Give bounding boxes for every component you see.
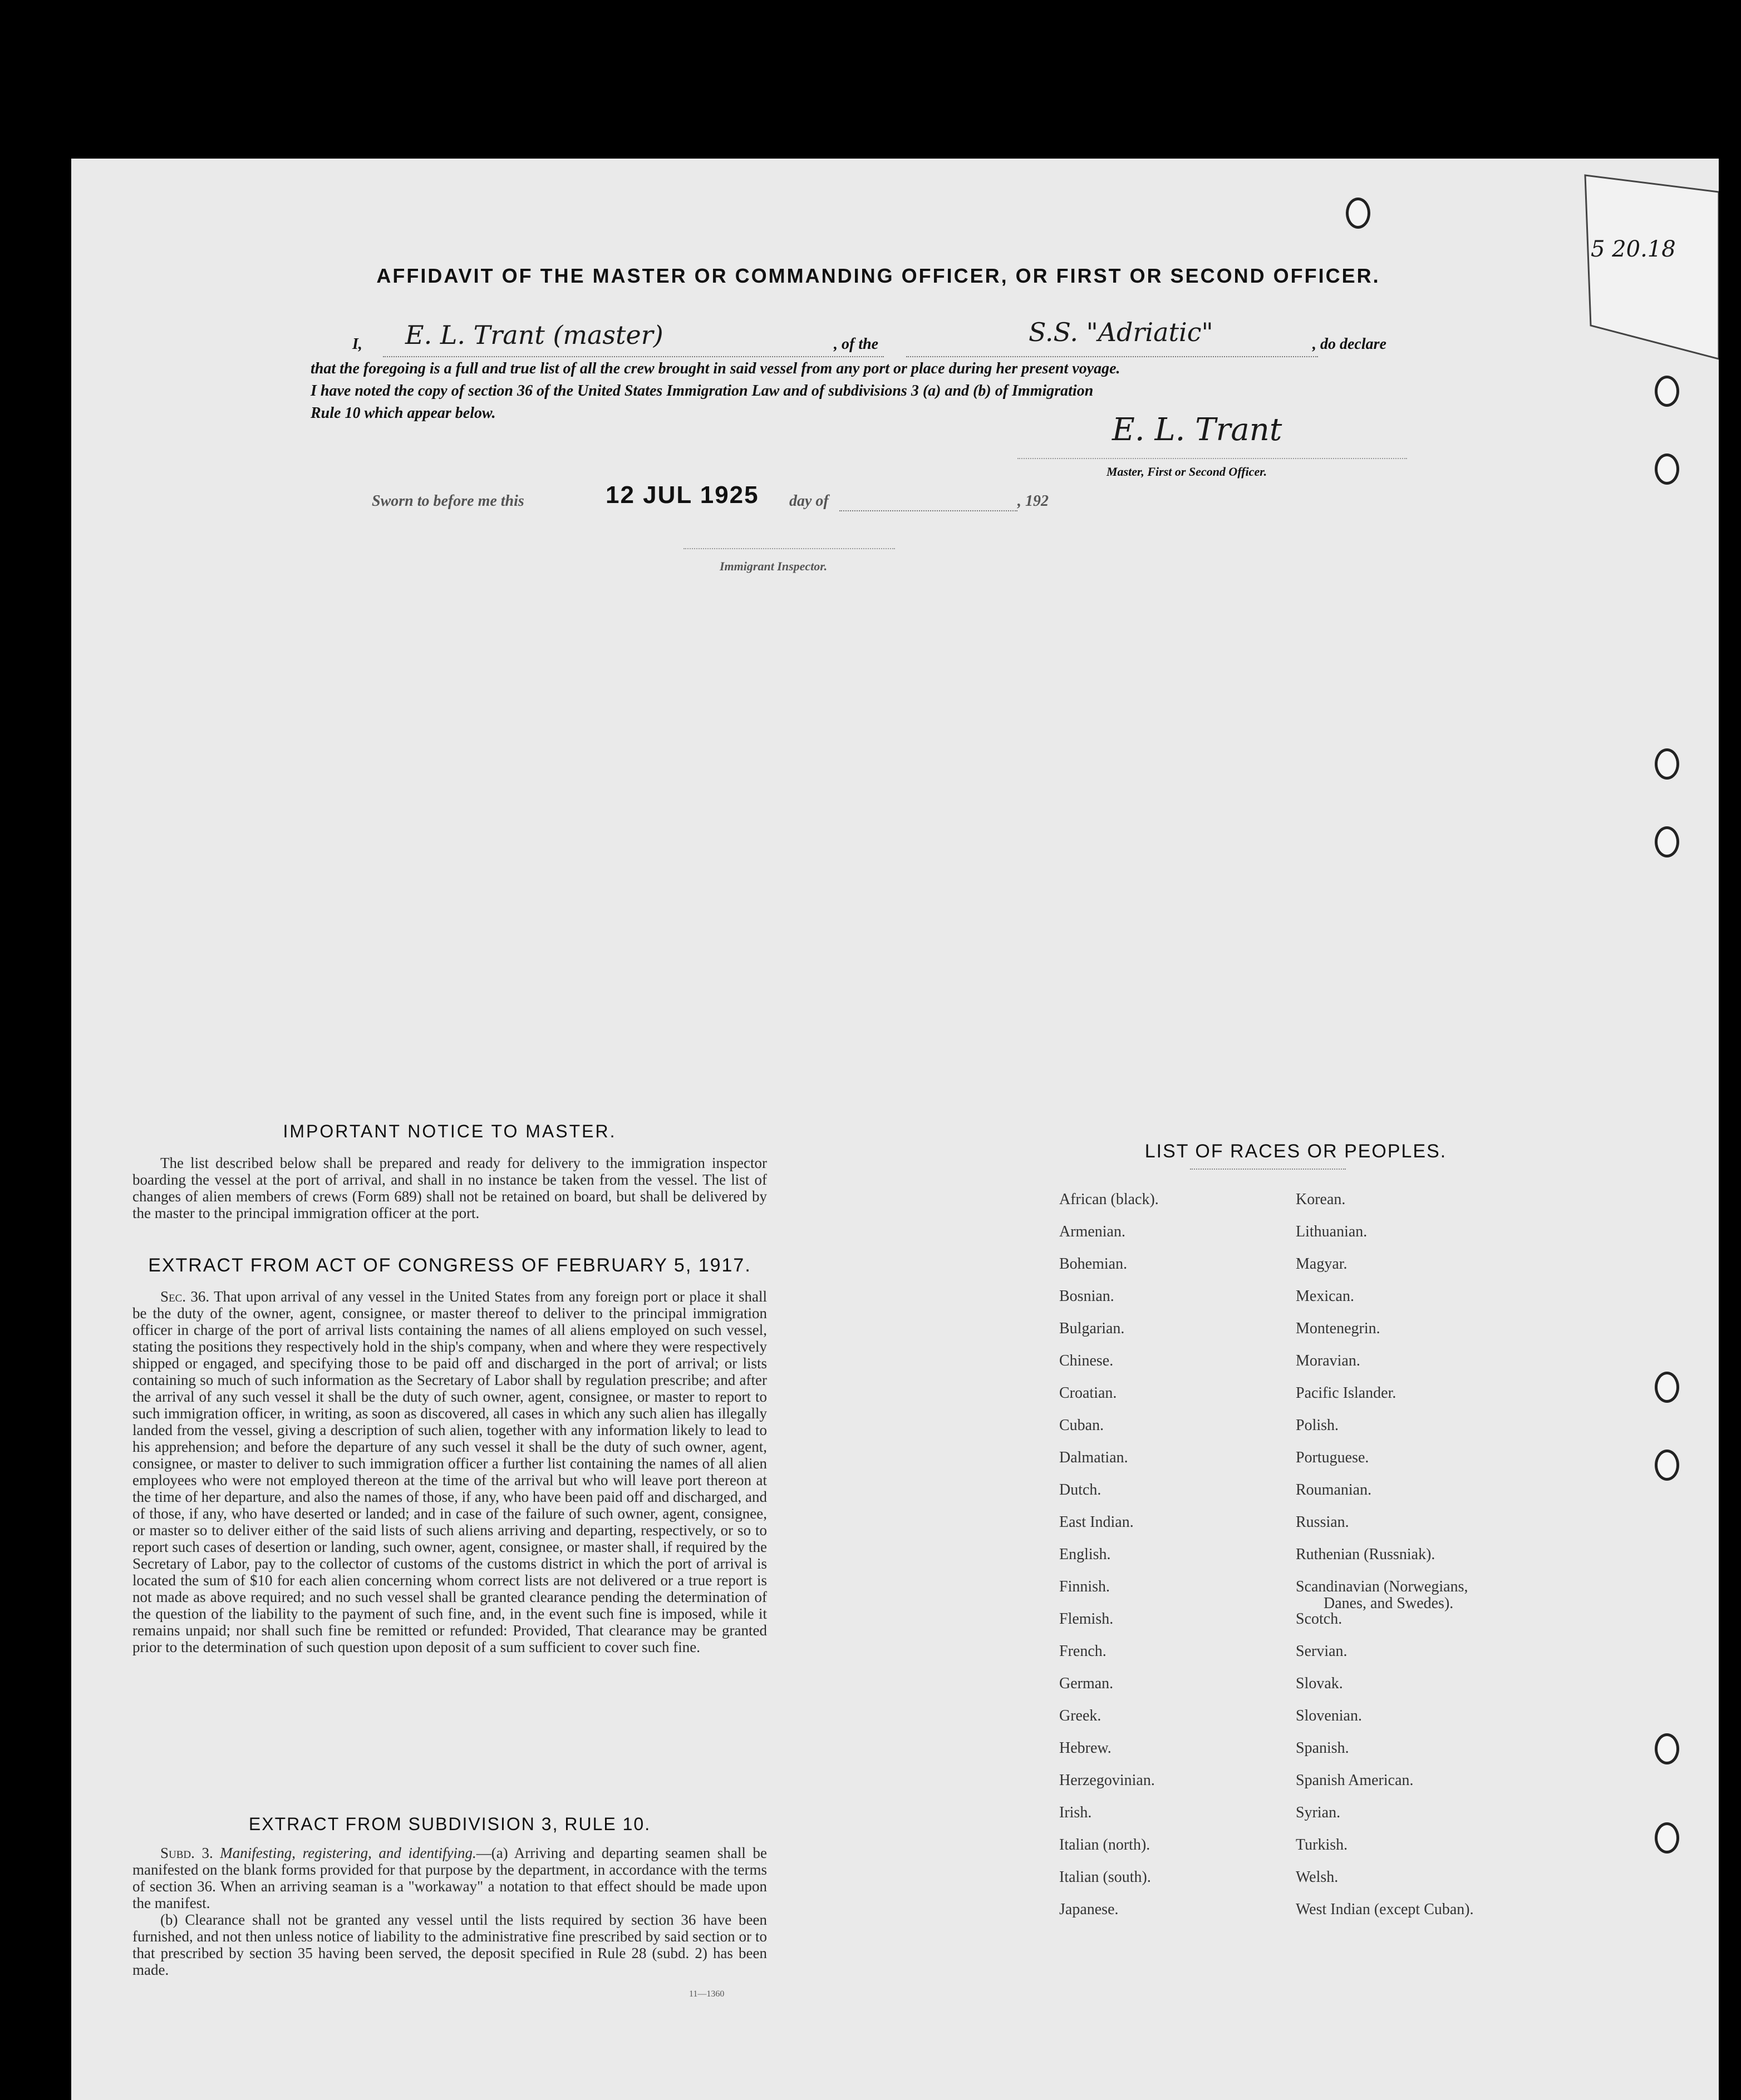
of-the-label: , of the	[834, 336, 879, 353]
date-stamp: 12 JUL 1925	[606, 481, 759, 509]
rule-text	[132, 1845, 767, 1978]
race-item: Magyar.	[1296, 1255, 1347, 1273]
race-item: Flemish.	[1059, 1610, 1114, 1628]
race-item: Ruthenian (Russniak).	[1296, 1546, 1435, 1563]
race-item: Dalmatian.	[1059, 1449, 1128, 1466]
race-item: Mexican.	[1296, 1288, 1354, 1305]
punch-hole	[1655, 1822, 1679, 1853]
punch-hole	[1655, 1733, 1679, 1764]
affidavit-line-2: that the foregoing is a full and true list of all the crew brought in said vessel from any port or place during her present voyage.	[311, 360, 1120, 377]
race-item: Hebrew.	[1059, 1739, 1112, 1757]
race-item: Herzegovinian.	[1059, 1772, 1155, 1789]
race-item: Syrian.	[1296, 1804, 1341, 1821]
punch-hole	[1655, 376, 1679, 407]
races-title: LIST OF RACES OR PEOPLES.	[1144, 1141, 1447, 1162]
master-name-line	[383, 356, 884, 357]
race-item: African (black).	[1059, 1191, 1159, 1208]
punch-hole	[1655, 748, 1679, 780]
race-item: Scotch.	[1296, 1610, 1342, 1628]
master-name: E. L. Trant (master)	[405, 320, 663, 350]
race-item: Armenian.	[1059, 1223, 1125, 1240]
race-item: Bulgarian.	[1059, 1320, 1125, 1337]
affidavit-line-3: I have noted the copy of section 36 of the United States Immigration Law and of subdivisions 3 (a) and (b) of Immigration	[311, 382, 1094, 400]
punch-hole	[1655, 1450, 1679, 1481]
year-label: , 192	[1017, 492, 1049, 510]
race-item: Japanese.	[1059, 1901, 1119, 1918]
race-item: Spanish.	[1296, 1739, 1349, 1757]
race-item: Dutch.	[1059, 1481, 1101, 1498]
race-item: Welsh.	[1296, 1869, 1339, 1886]
race-item: Chinese.	[1059, 1352, 1114, 1369]
signature-line	[1017, 458, 1407, 459]
act-title: EXTRACT FROM ACT OF CONGRESS OF FEBRUARY 5, 1917.	[148, 1255, 751, 1276]
punch-hole	[1655, 453, 1679, 485]
race-item: Italian (south).	[1059, 1869, 1151, 1886]
race-item: Danes, and Swedes).	[1324, 1595, 1454, 1612]
affidavit-title: AFFIDAVIT OF THE MASTER OR COMMANDING OFFICER, OR FIRST OR SECOND OFFICER.	[376, 264, 1380, 287]
form-number: 11—1360	[689, 1989, 725, 1999]
corner-note: 5 20.18	[1591, 236, 1676, 262]
folded-corner	[1513, 159, 1719, 370]
notice-title: IMPORTANT NOTICE TO MASTER.	[283, 1121, 617, 1141]
race-item: Roumanian.	[1296, 1481, 1372, 1498]
month-line	[839, 510, 1017, 511]
paragraph-a: —(a) Arriving and departing seamen shall be manifested on the blank forms provided for that purpose by the department, in accordance with the terms of section 36. When an arriving seaman is a "workaway" a notation to that effect should be made upon the manifest.	[132, 1845, 767, 1911]
document-page	[71, 159, 1719, 2100]
day-of-label: day of	[789, 492, 829, 510]
sworn-label: Sworn to before me this	[372, 492, 524, 510]
punch-hole	[1346, 198, 1370, 229]
paragraph-b: (b) Clearance shall not be granted any vessel until the lists required by section 36 have been furnished, and not then unless notice of liability to the administrative fine prescribed by said section or to that prescribed by section 35 having been served, the deposit specified in Rule 28 (subd. 2) has been made.	[132, 1911, 767, 1978]
race-item: Bosnian.	[1059, 1288, 1114, 1305]
race-item: Irish.	[1059, 1804, 1092, 1821]
punch-hole	[1655, 826, 1679, 857]
race-item: Bohemian.	[1059, 1255, 1128, 1273]
race-item: Finnish.	[1059, 1578, 1110, 1595]
subdivision-label: Subd. 3.	[160, 1845, 213, 1861]
notice-text: The list described below shall be prepared and ready for delivery to the immigration inspector boarding the vessel at the port of arrival, and shall in no instance be taken from the vessel. The list of changes of alien members of crews (Form 689) shall not be retained on board, but shall be delivered by the master to the principal immigration officer at the port.	[132, 1155, 767, 1221]
race-item: East Indian.	[1059, 1514, 1134, 1531]
vessel-name: S.S. "Adriatic"	[1029, 317, 1213, 347]
race-item: Croatian.	[1059, 1384, 1117, 1402]
race-item: Polish.	[1296, 1417, 1339, 1434]
race-item: French.	[1059, 1643, 1106, 1660]
race-item: Korean.	[1296, 1191, 1346, 1208]
race-item: Servian.	[1296, 1643, 1347, 1660]
declarant-label: I,	[352, 336, 362, 353]
race-item: Slovenian.	[1296, 1707, 1362, 1724]
race-item: West Indian (except Cuban).	[1296, 1901, 1474, 1918]
race-item: German.	[1059, 1675, 1114, 1692]
race-item: Montenegrin.	[1296, 1320, 1380, 1337]
race-item: Turkish.	[1296, 1836, 1348, 1853]
races-right-column	[1296, 1191, 1630, 1970]
race-item: Portuguese.	[1296, 1449, 1369, 1466]
race-item: Greek.	[1059, 1707, 1101, 1724]
inspector-signature-line	[683, 548, 895, 549]
race-item: Moravian.	[1296, 1352, 1360, 1369]
race-item: Scandinavian (Norwegians,	[1296, 1578, 1468, 1595]
race-item: Russian.	[1296, 1514, 1349, 1531]
punch-hole	[1655, 1372, 1679, 1403]
affidavit-line-4: Rule 10 which appear below.	[311, 405, 496, 422]
master-signature: E. L. Trant	[1112, 412, 1282, 448]
act-text	[132, 1288, 767, 1655]
race-item: English.	[1059, 1546, 1111, 1563]
rule-title: EXTRACT FROM SUBDIVISION 3, RULE 10.	[248, 1814, 651, 1834]
section-36-text: That upon arrival of any vessel in the United States from any foreign port or place it shall be the duty of the owner, agent, consignee, or master thereof to deliver to the principal immigration officer in charge of the port of arrival lists containing the names of all aliens employed on such vessel, stating the positions they respectively hold in the ship's company, when and where they were respectively shipped or engaged, and specifying those to be paid off and discharged in the port of arrival; or lists containing so much of such information as the Secretary of Labor shall by regulation prescribe; and after the arrival of any such vessel it shall be the duty of such owner, agent, consignee, or master to report to such immigration officer, in writing, as soon as discovered, all cases in which any such alien has illegally landed from the vessel, giving a description of such alien, together with any information likely to lead to his apprehension; and before the departure of any such vessel it shall be the duty of such owner, agent, consignee, or master to deliver to such immigration officer a further list containing the names of all alien employees who were not employed thereon at the time of the arrival but who will leave port thereon at the time of her departure, and also the names of those, if any, who have been paid off and discharged, and of those, if any, who have deserted or landed; and in case of the failure of such owner, agent, consignee, or master so to deliver either of the said lists of such aliens arriving and departing, respectively, or so to report such cases of desertion or landing, such owner, agent, consignee, or master shall, if required by the Secretary of Labor, pay to the collector of customs of the customs district in which the port of arrival is located the sum of $10 for each alien concerning whom correct lists are not delivered or a true report is not made as above required; and no such vessel shall be granted clearance pending the determination of the question of the liability to the payment of such fine, and, in the event such fine is imposed, while it remains unpaid; nor shall such fine be remitted or refunded: Provided, That clearance may be granted prior to the determination of such question upon deposit of a sum sufficient to cover such fine.	[132, 1288, 768, 1655]
section-label: Sec. 36.	[160, 1288, 210, 1305]
do-declare-label: , do declare	[1312, 336, 1386, 353]
races-title-rule	[1190, 1169, 1346, 1170]
race-item: Lithuanian.	[1296, 1223, 1368, 1240]
signature-caption: Master, First or Second Officer.	[1106, 465, 1267, 479]
race-item: Slovak.	[1296, 1675, 1343, 1692]
vessel-name-line	[906, 356, 1318, 357]
race-item: Cuban.	[1059, 1417, 1104, 1434]
race-item: Pacific Islander.	[1296, 1384, 1396, 1402]
race-item: Spanish American.	[1296, 1772, 1414, 1789]
race-item: Italian (north).	[1059, 1836, 1150, 1853]
subdivision-heading: Manifesting, registering, and identifying.	[220, 1845, 476, 1861]
inspector-caption: Immigrant Inspector.	[720, 559, 828, 573]
